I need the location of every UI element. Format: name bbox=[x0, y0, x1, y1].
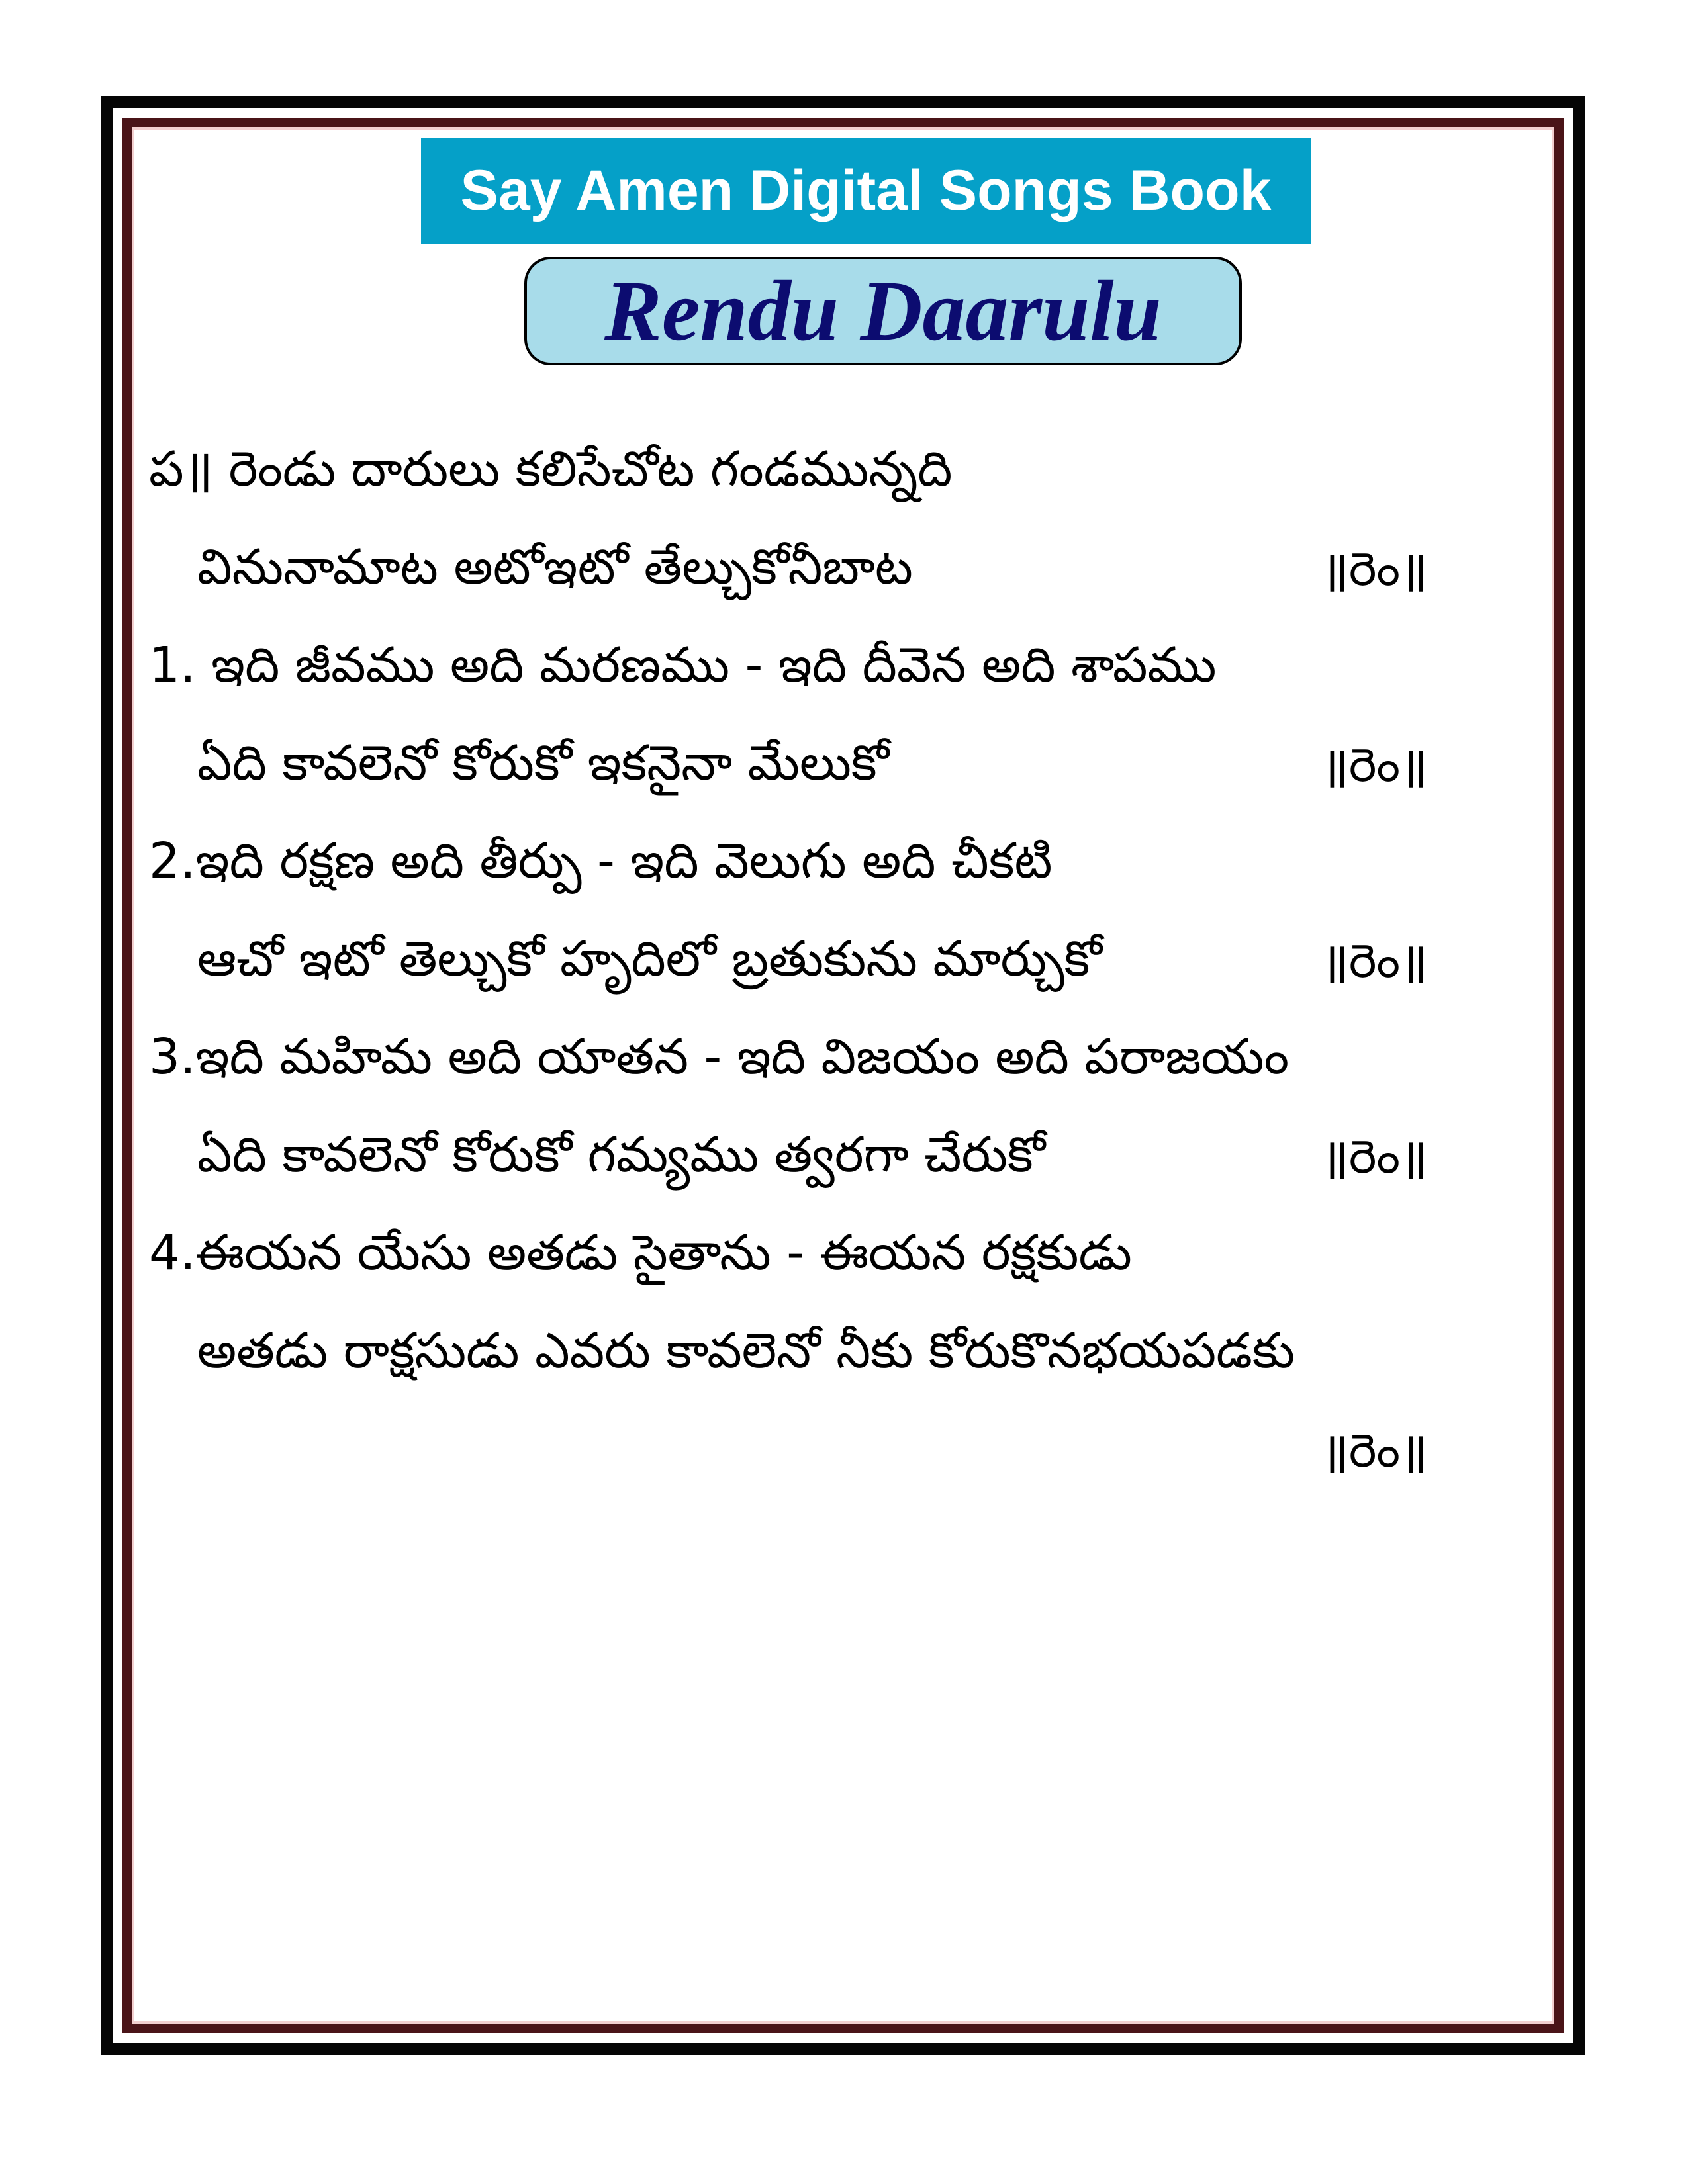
lyric-line: 1. ఇది జీవము అది మరణము - ఇది దీవెన అది శాపము bbox=[149, 637, 1217, 694]
refrain-mark: ॥రెం॥ bbox=[1321, 738, 1428, 792]
lyric-line: ఏది కావలెనో కోరుకో ఇకనైనా మేలుకో bbox=[197, 735, 890, 792]
refrain-mark: ॥రెం॥ bbox=[1321, 542, 1428, 596]
lyric-line: ఆచో ఇటో తెల్చుకో హృదిలో బ్రతుకును మార్చుకో bbox=[197, 931, 1102, 987]
lyric-line: వినునామాట అటోఇటో తేల్చుకోనీబాట bbox=[197, 539, 913, 596]
refrain-mark: ॥రెం॥ bbox=[1321, 1424, 1428, 1478]
song-title: Rendu Daarulu bbox=[524, 257, 1242, 365]
lyric-line: ఏది కావలెనో కోరుకో గమ్యము త్వరగా చేరుకో bbox=[197, 1126, 1046, 1183]
lyric-line: అతడు రాక్షసుడు ఎవరు కావలెనో నీకు కోరుకొనభయపడకు bbox=[197, 1322, 1295, 1379]
book-title-banner: Say Amen Digital Songs Book bbox=[421, 138, 1311, 244]
refrain-mark: ॥రెం॥ bbox=[1321, 1130, 1428, 1184]
lyric-line: 2.ఇది రక్షణ అది తీర్పు - ఇది వెలుగు అది చీకటి bbox=[149, 833, 1053, 889]
lyric-line: ప॥ రెండు దారులు కలిసేచోట గండమున్నది bbox=[149, 441, 953, 498]
lyric-line: 4.ఈయన యేసు అతడు సైతాను - ఈయన రక్షకుడు bbox=[149, 1224, 1132, 1281]
lyric-line: 3.ఇది మహిమ అది యాతన - ఇది విజయం అది పరాజయం bbox=[149, 1028, 1289, 1085]
refrain-mark: ॥రెం॥ bbox=[1321, 934, 1428, 988]
